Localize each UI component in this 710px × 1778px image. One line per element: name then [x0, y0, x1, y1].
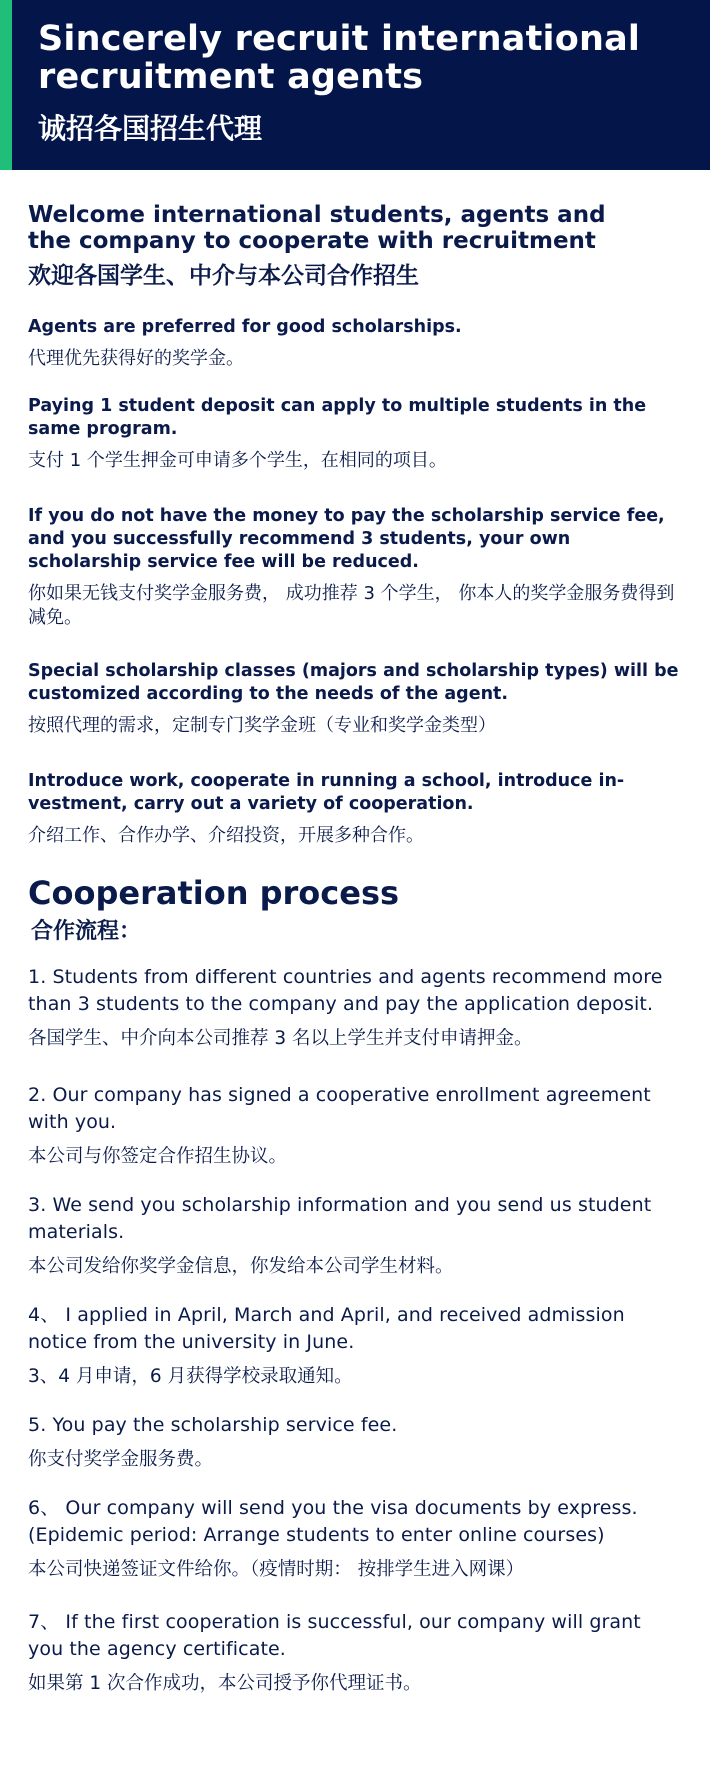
- benefit-text-en: Special scholarship classes (majors and scholarship types) will be customized according to the needs of the agent.: [28, 661, 679, 704]
- process-step-text-zh: 3、4 月申请，6 月获得学校录取通知。: [28, 1366, 353, 1387]
- welcome-heading-en-line-1: Welcome international students, agents and: [28, 202, 606, 228]
- process-step-text-en: 7、 If the first cooperation is successful, our company will grant you the agency certificate.: [28, 1611, 641, 1660]
- benefit-text-en: Paying 1 student deposit can apply to multiple students in the same program.: [28, 396, 647, 439]
- header-accent-bar: [0, 0, 12, 170]
- benefit-item: [28, 505, 682, 630]
- benefit-text-zh: 代理优先获得好的奖学金。: [28, 348, 244, 369]
- benefit-text-zh: 你如果无钱支付奖学金服务费， 成功推荐 3 个学生， 你本人的奖学金服务费得到减免。: [28, 583, 675, 628]
- process-step-text-en: 5. You pay the scholarship service fee.: [28, 1414, 398, 1436]
- process-step-text-zh: 如果第 1 次合作成功，本公司授予你代理证书。: [28, 1673, 422, 1694]
- process-step: [28, 1412, 682, 1473]
- header-title: [38, 20, 680, 96]
- process-step: [28, 1192, 682, 1280]
- process-step: [28, 1609, 682, 1697]
- process-subtitle: 合作流程：: [31, 919, 142, 944]
- process-step-text-zh: 本公司发给你奖学金信息，你发给本公司学生材料。: [28, 1256, 454, 1277]
- process-step-text-en: 1. Students from different countries and agents recommend more than 3 students to the company and pay the application deposit.: [28, 966, 663, 1015]
- benefit-item: [28, 316, 682, 371]
- process-step-text-en: 4、 I applied in April, March and April, and received admission notice from the university in June.: [28, 1304, 625, 1353]
- process-step: [28, 1495, 682, 1583]
- benefit-item: [28, 660, 682, 738]
- benefit-text-en: Agents are preferred for good scholarships.: [28, 317, 462, 337]
- header-title-line-2: recruitment agents: [38, 57, 424, 97]
- header-subtitle: 诚招各国招生代理: [38, 112, 263, 145]
- benefit-text-zh: 按照代理的需求，定制专门奖学金班（专业和奖学金类型）: [28, 715, 496, 736]
- process-step-text-zh: 各国学生、中介向本公司推荐 3 名以上学生并支付申请押金。: [28, 1028, 533, 1049]
- header-banner: [0, 0, 710, 170]
- process-step: [28, 1082, 682, 1170]
- benefit-text-zh: 介绍工作、合作办学、介绍投资，开展多种合作。: [28, 825, 424, 846]
- benefit-text-en: Introduce work, cooperate in running a school, introduce in-vestment, carry out a variety of cooperation.: [28, 771, 625, 814]
- benefit-text-zh: 支付 1 个学生押金可申请多个学生，在相同的项目。: [28, 450, 447, 471]
- process-step-text-zh: 本公司与你签定合作招生协议。: [28, 1146, 288, 1167]
- process-title: Cooperation process: [28, 874, 400, 912]
- welcome-section: [28, 202, 682, 290]
- welcome-heading-en: [28, 202, 682, 254]
- welcome-heading-en-line-2: the company to cooperate with recruitment: [28, 228, 596, 254]
- process-step: [28, 1302, 682, 1390]
- header-title-line-1: Sincerely recruit international: [38, 19, 641, 59]
- benefit-text-en: If you do not have the money to pay the scholarship service fee, and you successfully recommend 3 students, your own scholarship service fee will be reduced.: [28, 506, 665, 572]
- benefit-item: [28, 770, 682, 848]
- process-step-text-zh: 你支付奖学金服务费。: [28, 1449, 214, 1470]
- main-content: [0, 202, 710, 1697]
- process-step: [28, 964, 682, 1052]
- benefit-item: [28, 395, 682, 473]
- process-step-text-zh: 本公司快递签证文件给你。（疫情时期： 按排学生进入网课）: [28, 1559, 525, 1580]
- process-step-text-en: 2. Our company has signed a cooperative enrollment agreement with you.: [28, 1084, 651, 1133]
- process-step-text-en: 3. We send you scholarship information and you send us student materials.: [28, 1194, 652, 1243]
- welcome-heading-zh: 欢迎各国学生、中介与本公司合作招生: [28, 263, 419, 289]
- process-step-text-en: 6、 Our company will send you the visa documents by express. (Epidemic period: Arrange students to enter online courses): [28, 1497, 638, 1546]
